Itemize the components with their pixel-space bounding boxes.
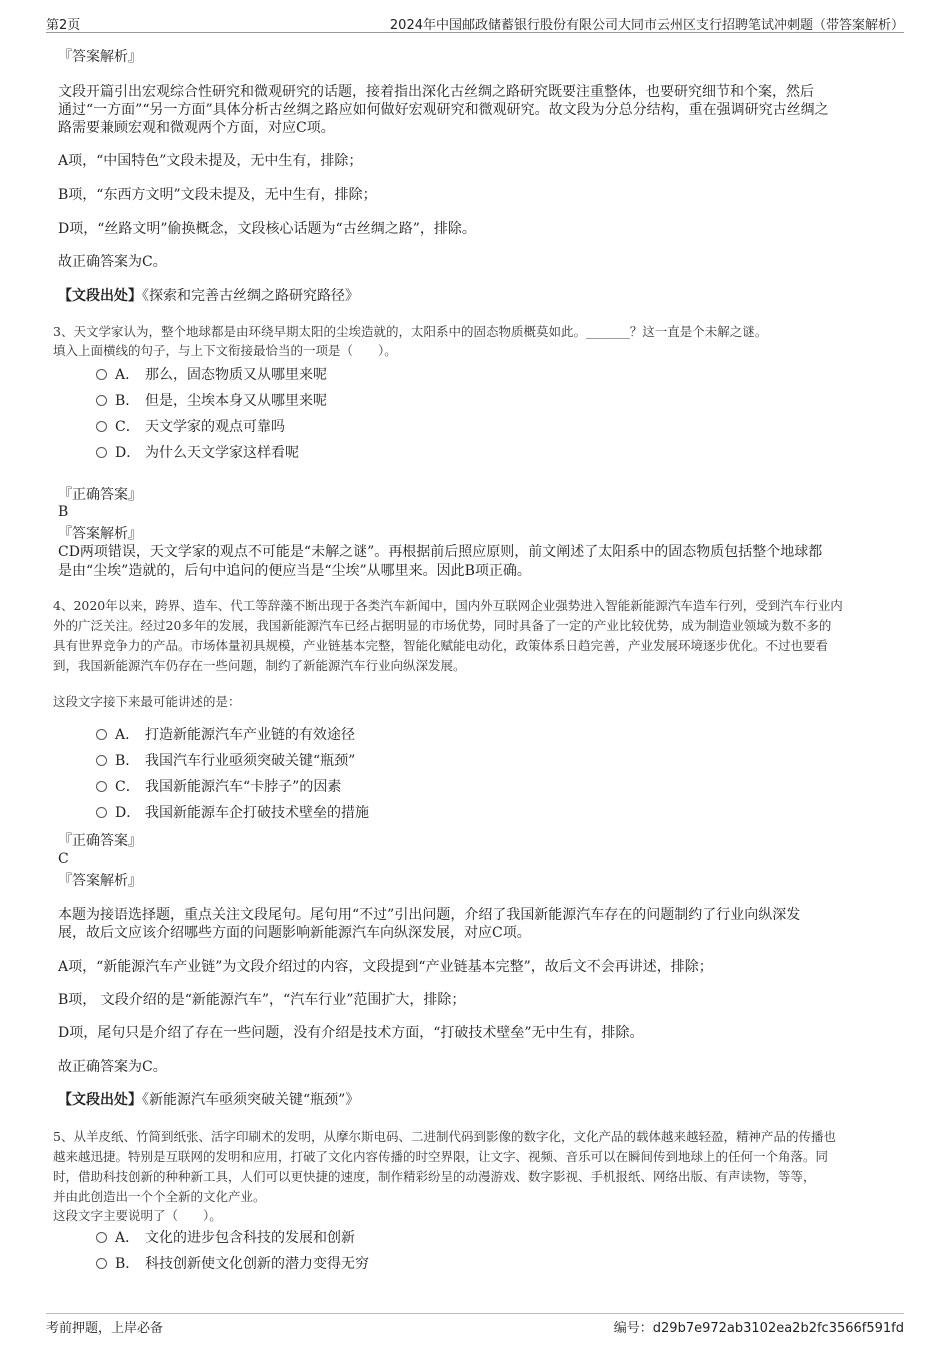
q4-option-c[interactable]: C． 我国新能源汽车“卡脖子”的因素: [96, 778, 341, 796]
q4-question: 这段文字接下来最可能讲述的是：: [53, 694, 241, 709]
q4-analysis-line-2: 展，故后文应该介绍哪些方面的问题影响新能源汽车向纵深发展，对应C项。: [58, 925, 531, 941]
footer-slogan: 考前押题，上岸必备: [46, 1321, 164, 1336]
footer-code: [614, 1317, 904, 1336]
q4-source: [58, 1091, 359, 1109]
page-header: [46, 12, 904, 33]
radio-icon[interactable]: [96, 755, 107, 766]
q3-answer: B: [58, 504, 69, 520]
q3-option-a[interactable]: A． 那么，固态物质又从哪里来呢: [96, 366, 327, 384]
q3-analysis-line-1: CD两项错误，天文学家的观点不可能是“未解之谜”。再根据前后照应原则，前文阐述了太阳系中的固态物质包括整个地球都: [58, 544, 823, 560]
radio-icon[interactable]: [96, 369, 107, 380]
q2-analysis-line-3: 路需要兼顾宏观和微观两个方面，对应C项。: [58, 120, 335, 136]
q2-option-b-note: B项，“东西方文明”文段未提及，无中生有，排除；: [58, 187, 377, 203]
q2-source: [58, 287, 359, 305]
q5-stem-line-2: 越来越迅捷。特别是互联网的发明和应用，打破了文化内容传播的时空界限，让文字、视频、音乐可以在瞬间传到地球上的任何一个角落。同: [53, 1149, 829, 1164]
radio-icon[interactable]: [96, 395, 107, 406]
q4-answer-label: 『正确答案』: [58, 833, 142, 849]
q4-conclusion: 故正确答案为C。: [58, 1059, 167, 1075]
q2-option-d-note: D项，“丝路文明”偷换概念，文段核心话题为“古丝绸之路”，排除。: [58, 221, 476, 237]
q4-stem-line-2: 外的广泛关注。经过20多年的发展，我国新能源汽车已经占据明显的市场优势，同时具备了一定的产业比较优势，成为制造业领域为数不多的: [53, 618, 832, 633]
source-label: 【文段出处】: [58, 288, 142, 304]
q2-analysis-line-2: 通过“一方面”“另一方面”具体分析古丝绸之路应如何做好宏观研究和微观研究。故文段为分总分结构，重在强调研究古丝绸之: [58, 102, 829, 118]
code-label: 编号：: [613, 1321, 653, 1336]
q5-stem-line-4: 并由此创造出一个个全新的文化产业。: [53, 1189, 266, 1204]
page-number: 第2页: [46, 18, 81, 33]
source-label: 【文段出处】: [58, 1092, 142, 1108]
q4-answer: C: [58, 851, 69, 867]
q2-option-a-note: A项，“中国特色”文段未提及，无中生有，排除；: [58, 153, 363, 169]
radio-icon[interactable]: [96, 421, 107, 432]
source-title: 《新能源汽车亟须突破关键“瓶颈”》: [142, 1092, 360, 1108]
document-title: 2024年中国邮政储蓄银行股份有限公司大同市云州区支行招聘笔试冲刺题（带答案解析）: [389, 18, 904, 33]
radio-icon[interactable]: [96, 447, 107, 458]
q4-analysis-line-1: 本题为接语选择题，重点关注文段尾句。尾句用“不过”引出问题，介绍了我国新能源汽车存在的问题制约了行业向纵深发: [58, 907, 801, 923]
q5-option-b[interactable]: B． 科技创新使文化创新的潜力变得无穷: [96, 1255, 369, 1273]
radio-icon[interactable]: [96, 729, 107, 740]
q5-stem-line-1: 5、从羊皮纸、竹简到纸张、活字印刷术的发明，从摩尔斯电码、二进制代码到影像的数字化，文化产品的载体越来越轻盈，精神产品的传播也: [53, 1129, 836, 1144]
page-footer: [46, 1313, 904, 1336]
q3-option-b[interactable]: B． 但是，尘埃本身又从哪里来呢: [96, 392, 327, 410]
radio-icon[interactable]: [96, 1258, 107, 1269]
radio-icon[interactable]: [96, 781, 107, 792]
source-title: 《探索和完善古丝绸之路研究路径》: [142, 288, 359, 304]
q5-option-a[interactable]: A． 文化的进步包含科技的发展和创新: [96, 1229, 355, 1247]
q3-analysis-line-2: 是由“尘埃”造就的，后句中追问的便应当是“尘埃”从哪里来。因此B项正确。: [58, 563, 531, 579]
q4-stem-line-3: 具有世界竞争力的产品。市场体量初具规模，产业链基本完整，智能化赋能电动化，政策体系日趋完善，产业发展环境逐步优化。不过也要看: [53, 638, 829, 653]
q4-option-d-note: D项，尾句只是介绍了存在一些问题，没有介绍是技术方面，“打破技术壁垒”无中生有，排除。: [58, 1025, 644, 1041]
q4-stem-line-4: 到，我国新能源汽车仍存在一些问题，制约了新能源汽车行业向纵深发展。: [53, 658, 466, 673]
q4-option-a[interactable]: A． 打造新能源汽车产业链的有效途径: [96, 726, 355, 744]
q4-analysis-label: 『答案解析』: [58, 873, 142, 889]
q5-question: 这段文字主要说明了（ ）。: [53, 1208, 222, 1223]
q3-option-c[interactable]: C． 天文学家的观点可靠吗: [96, 418, 285, 436]
q2-conclusion: 故正确答案为C。: [58, 254, 167, 270]
q3-stem-line-2: 填入上面横线的句子，与上下文衔接最恰当的一项是（ ）。: [53, 343, 397, 358]
radio-icon[interactable]: [96, 1232, 107, 1243]
radio-icon[interactable]: [96, 807, 107, 818]
q4-option-d[interactable]: D． 我国新能源车企打破技术壁垒的措施: [96, 804, 369, 822]
q4-option-b[interactable]: B． 我国汽车行业亟须突破关键“瓶颈”: [96, 752, 355, 770]
q3-analysis-label: 『答案解析』: [58, 526, 142, 542]
q4-option-a-note: A项，“新能源汽车产业链”为文段介绍过的内容，文段提到“产业链基本完整”，故后文不会再讲述，排除；: [58, 959, 713, 975]
code-value: d29b7e972ab3102ea2b2fc3566f591fd: [652, 1321, 904, 1336]
q5-stem-line-3: 时，借助科技创新的种种新工具，人们可以更快捷的速度，制作精彩纷呈的动漫游戏、数字影视、手机报纸、网络出版、有声读物，等等，: [53, 1169, 816, 1184]
q2-analysis-label: 『答案解析』: [58, 49, 142, 65]
q4-option-b-note: B项， 文段介绍的是“新能源汽车”，“汽车行业”范围扩大，排除；: [58, 992, 466, 1008]
q4-stem-line-1: 4、2020年以来，跨界、造车、代工等辞藻不断出现于各类汽车新闻中，国内外互联网企业强势进入智能新能源汽车造车行列，受到汽车行业内: [53, 598, 843, 613]
q3-answer-label: 『正确答案』: [58, 487, 142, 503]
q3-stem-line-1: 3、天文学家认为，整个地球都是由环绕早期太阳的尘埃造就的，太阳系中的固态物质概莫如此。_______？这一直是个未解之谜。: [53, 324, 768, 339]
q2-analysis-line-1: 文段开篇引出宏观综合性研究和微观研究的话题，接着指出深化古丝绸之路研究既要注重整体，也要研究细节和个案，然后: [58, 84, 814, 100]
q3-option-d[interactable]: D． 为什么天文学家这样看呢: [96, 444, 299, 462]
